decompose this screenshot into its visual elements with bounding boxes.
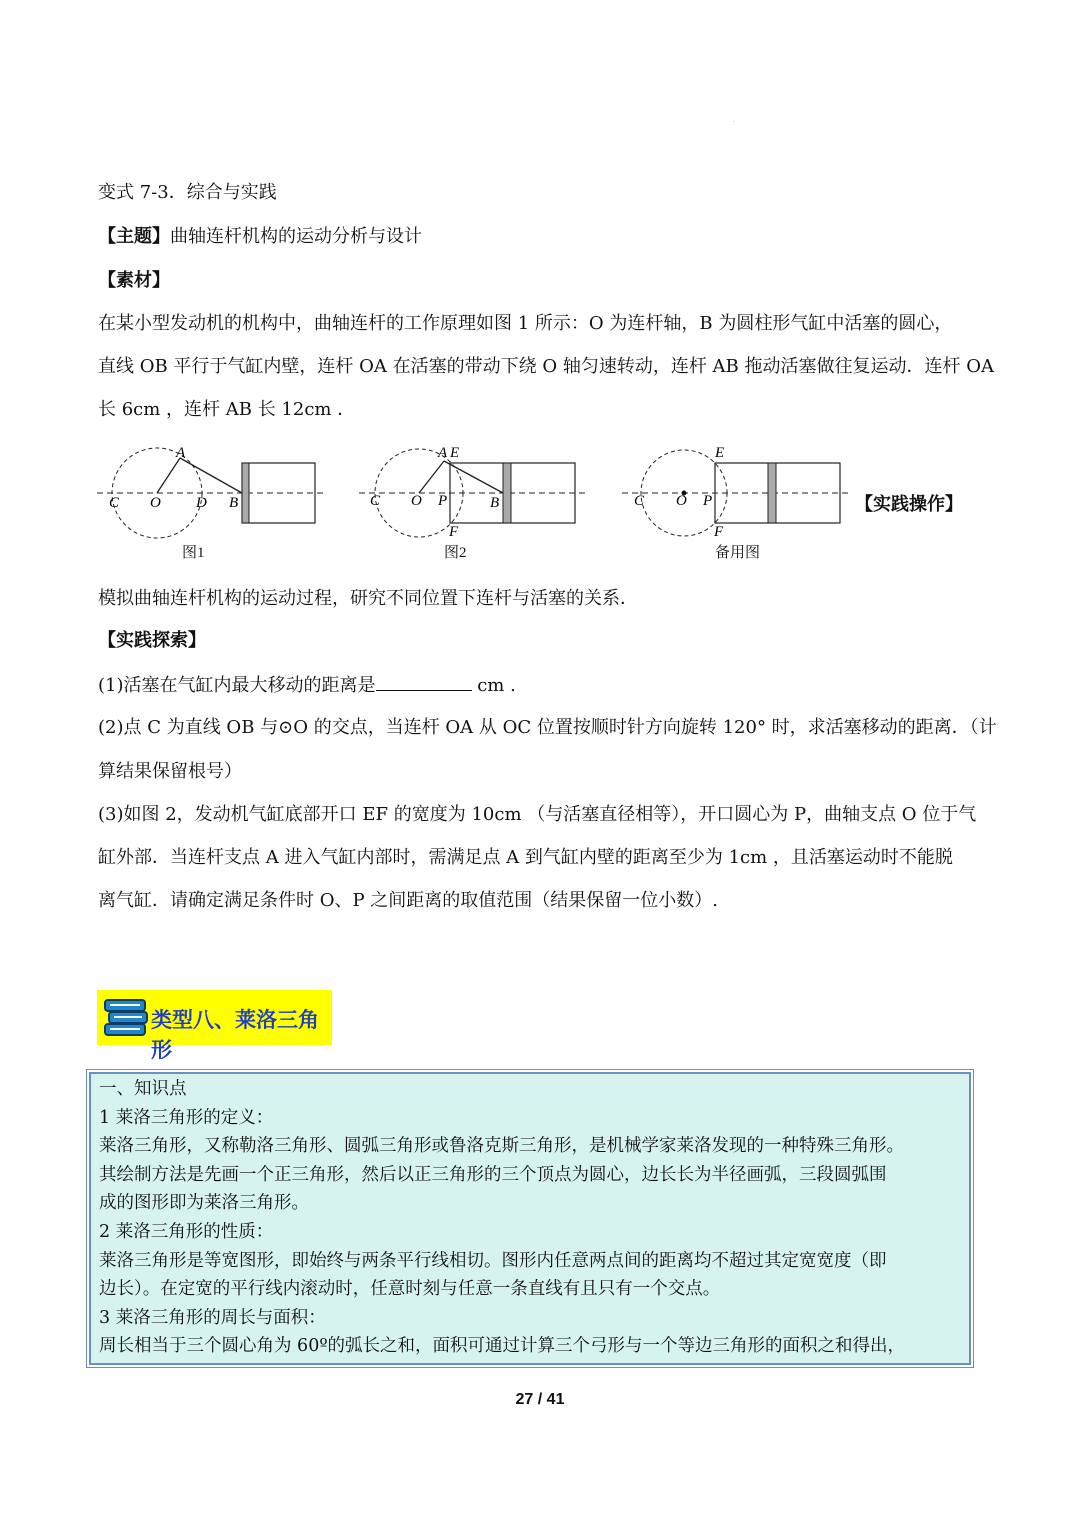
question-3-line-2: 缸外部．当连杆支点 A 进入气缸内部时，需满足点 A 到气缸内壁的距离至少为 1cm ，且活塞运动时不能脱 bbox=[98, 847, 953, 868]
s2-line-1: 莱洛三角形是等宽图形，即始终与两条平行线相切。图形内任意两点间的距离均不超过其定宽宽度（即 bbox=[99, 1251, 887, 1271]
fig3-caption: 备用图 bbox=[715, 545, 761, 561]
section-title: 类型八、莱洛三角形 bbox=[151, 1007, 319, 1062]
fig1-label-D: D bbox=[196, 495, 207, 511]
fig1-label-B: B bbox=[229, 495, 239, 511]
fig2-label-A: A bbox=[438, 445, 448, 461]
material-line-3: 长 6cm ，连杆 AB 长 12cm ． bbox=[98, 399, 356, 420]
s1-line-3: 成的图形即为莱洛三角形。 bbox=[99, 1193, 309, 1213]
question-1 bbox=[98, 674, 516, 697]
fig1-label-A: A bbox=[176, 445, 186, 461]
s3-line-1: 周长相当于三个圆心角为 60º的弧长之和，面积可通过计算三个弓形与一个等边三角形的面积之和得出， bbox=[99, 1336, 906, 1356]
s2-title: 2 莱洛三角形的性质： bbox=[99, 1222, 274, 1242]
question-2-line-2: 算结果保留根号） bbox=[98, 761, 242, 782]
figure-1 bbox=[97, 445, 327, 538]
fig2-label-P: P bbox=[438, 493, 448, 509]
page-number: 27 / 41 bbox=[515, 1391, 565, 1408]
explore-label: 【实践探索】 bbox=[98, 630, 206, 651]
theme-text: 曲轴连杆机构的运动分析与设计 bbox=[170, 226, 422, 247]
q1-answer-blank[interactable] bbox=[376, 674, 472, 691]
problem-title: 变式 7-3．综合与实践 bbox=[98, 182, 277, 203]
fig2-label-E: E bbox=[450, 445, 460, 461]
q1-unit: cm . bbox=[471, 675, 516, 696]
fig2-label-C: C bbox=[370, 493, 381, 509]
fig1-label-C: C bbox=[109, 495, 120, 511]
fig2-label-B: B bbox=[490, 495, 500, 511]
question-3-line-1: (3)如图 2，发动机气缸底部开口 EF 的宽度为 10cm （与活塞直径相等），开口圆心为 P，曲轴支点 O 位于气 bbox=[98, 804, 977, 825]
s1-title: 1 莱洛三角形的定义： bbox=[99, 1108, 274, 1128]
s1-line-2: 其绘制方法是先画一个正三角形，然后以正三角形的三个顶点为圆心，边长长为半径画弧，三段圆弧围 bbox=[99, 1165, 887, 1185]
theme-label: 【主题】 bbox=[98, 226, 170, 247]
fig2-label-O: O bbox=[411, 493, 422, 509]
material-line-2: 直线 OB 平行于气缸内壁，连杆 OA 在活塞的带动下绕 O 轴匀速转动，连杆 AB 拖动活塞做往复运动．连杆 OA bbox=[98, 356, 994, 377]
material-label: 【素材】 bbox=[98, 270, 170, 291]
practice-label: 【实践操作】 bbox=[855, 494, 963, 515]
q1-text: (1)活塞在气缸内最大移动的距离是 bbox=[98, 675, 376, 696]
practice-text: 模拟曲轴连杆机构的运动过程，研究不同位置下连杆与活塞的关系． bbox=[98, 588, 638, 609]
books-icon bbox=[102, 996, 150, 1040]
fig1-rod-OA bbox=[157, 458, 180, 493]
fig3-label-C: C bbox=[634, 493, 645, 509]
knowledge-box bbox=[89, 1072, 971, 1365]
fig2-piston bbox=[503, 463, 511, 523]
fig3-label-O: O bbox=[676, 493, 687, 509]
s2-line-2: 边长）。在定宽的平行线内滚动时，任意时刻与任意一条直线有且只有一个交点。 bbox=[99, 1279, 721, 1299]
figure-3 bbox=[622, 445, 852, 540]
figure-2 bbox=[359, 445, 587, 540]
question-3-line-3: 离气缸．请确定满足条件时 O、P 之间距离的取值范围（结果保留一位小数）. bbox=[98, 890, 719, 911]
question-2-line-1: (2)点 C 为直线 OB 与⊙O 的交点，当连杆 OA 从 OC 位置按顺时针方向旋转 120° 时，求活塞移动的距离．（计 bbox=[98, 717, 997, 738]
fig3-piston bbox=[768, 463, 776, 523]
fig3-label-F: F bbox=[714, 524, 724, 540]
header-mark: . bbox=[733, 117, 735, 124]
fig2-caption: 图2 bbox=[444, 545, 467, 561]
s3-title: 3 莱洛三角形的周长与面积： bbox=[99, 1308, 326, 1328]
fig3-label-E: E bbox=[715, 445, 725, 461]
theme-line bbox=[98, 226, 422, 248]
fig1-label-O: O bbox=[150, 495, 161, 511]
fig3-label-P: P bbox=[703, 493, 713, 509]
fig1-rod-AB bbox=[180, 458, 242, 493]
section-banner bbox=[97, 990, 332, 1062]
fig2-label-F: F bbox=[449, 524, 459, 540]
fig1-caption: 图1 bbox=[182, 545, 205, 561]
fig2-rod-OA bbox=[419, 461, 444, 493]
fig1-piston bbox=[242, 463, 249, 523]
knowledge-heading: 一、知识点 bbox=[99, 1079, 187, 1099]
s1-line-1: 莱洛三角形，又称勒洛三角形、圆弧三角形或鲁洛克斯三角形，是机械学家莱洛发现的一种特殊三角形。 bbox=[99, 1136, 904, 1156]
material-line-1: 在某小型发动机的机构中，曲轴连杆的工作原理如图 1 所示：O 为连杆轴，B 为圆柱形气缸中活塞的圆心， bbox=[98, 313, 953, 334]
fig2-rod-AB bbox=[444, 461, 503, 493]
